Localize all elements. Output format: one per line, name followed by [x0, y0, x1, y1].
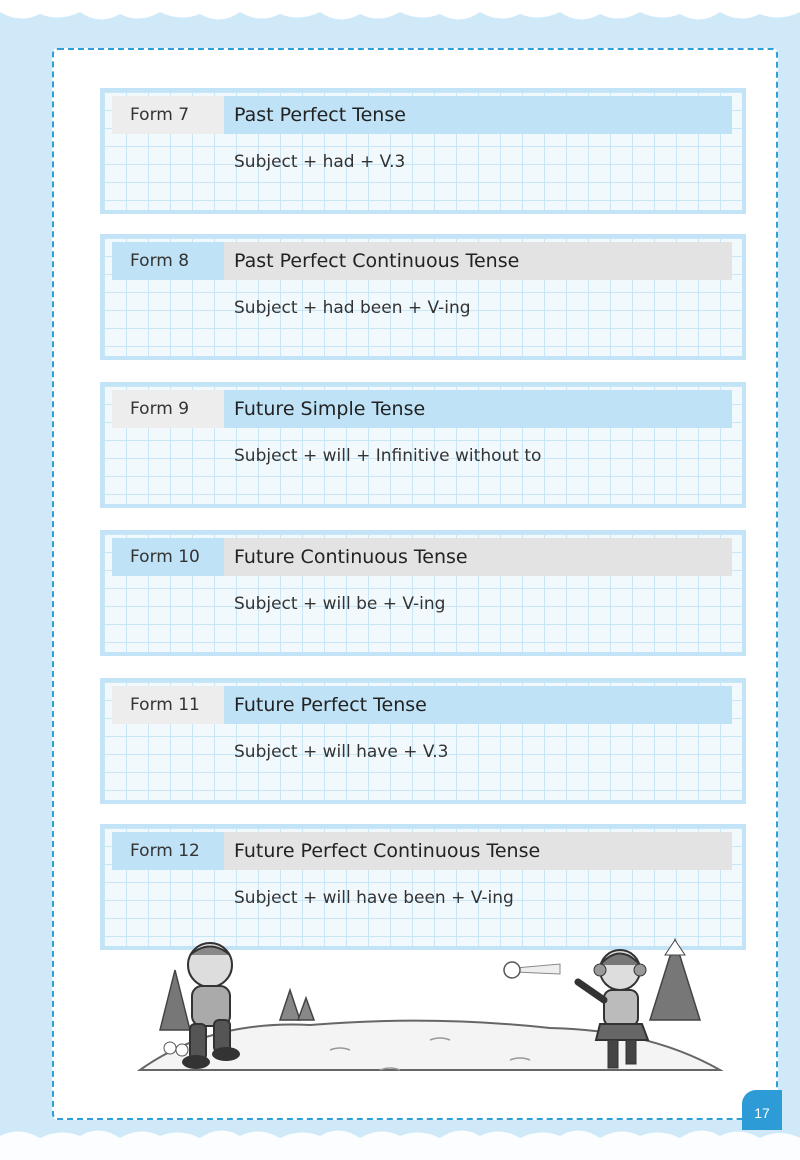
form-label: Form 8: [112, 242, 224, 280]
tense-card-form-8: [100, 234, 746, 360]
tense-card-form-10: [100, 530, 746, 656]
form-label: Form 10: [112, 538, 224, 576]
frost-top-edge: [0, 0, 800, 30]
page-number: 17: [742, 1090, 782, 1130]
tense-title: Future Perfect Continuous Tense: [224, 832, 732, 870]
tense-card-form-7: [100, 88, 746, 214]
tense-title: Past Perfect Tense: [224, 96, 732, 134]
tense-title: Future Simple Tense: [224, 390, 732, 428]
tense-formula: Subject + had been + V-ing: [234, 298, 471, 318]
form-label: Form 9: [112, 390, 224, 428]
tense-card-form-11: [100, 678, 746, 804]
form-label: Form 11: [112, 686, 224, 724]
tense-title: Future Continuous Tense: [224, 538, 732, 576]
tense-card-form-9: [100, 382, 746, 508]
tense-formula: Subject + will have been + V-ing: [234, 888, 514, 908]
frost-bottom-edge: [0, 1120, 800, 1160]
tense-formula: Subject + will + Infinitive without to: [234, 446, 542, 466]
tense-formula: Subject + will have + V.3: [234, 742, 449, 762]
tense-title: Past Perfect Continuous Tense: [224, 242, 732, 280]
form-label: Form 12: [112, 832, 224, 870]
children-snowball-fight-icon: [130, 920, 730, 1090]
form-label: Form 7: [112, 96, 224, 134]
tense-formula: Subject + will be + V-ing: [234, 594, 446, 614]
tense-formula: Subject + had + V.3: [234, 152, 406, 172]
tense-title: Future Perfect Tense: [224, 686, 732, 724]
